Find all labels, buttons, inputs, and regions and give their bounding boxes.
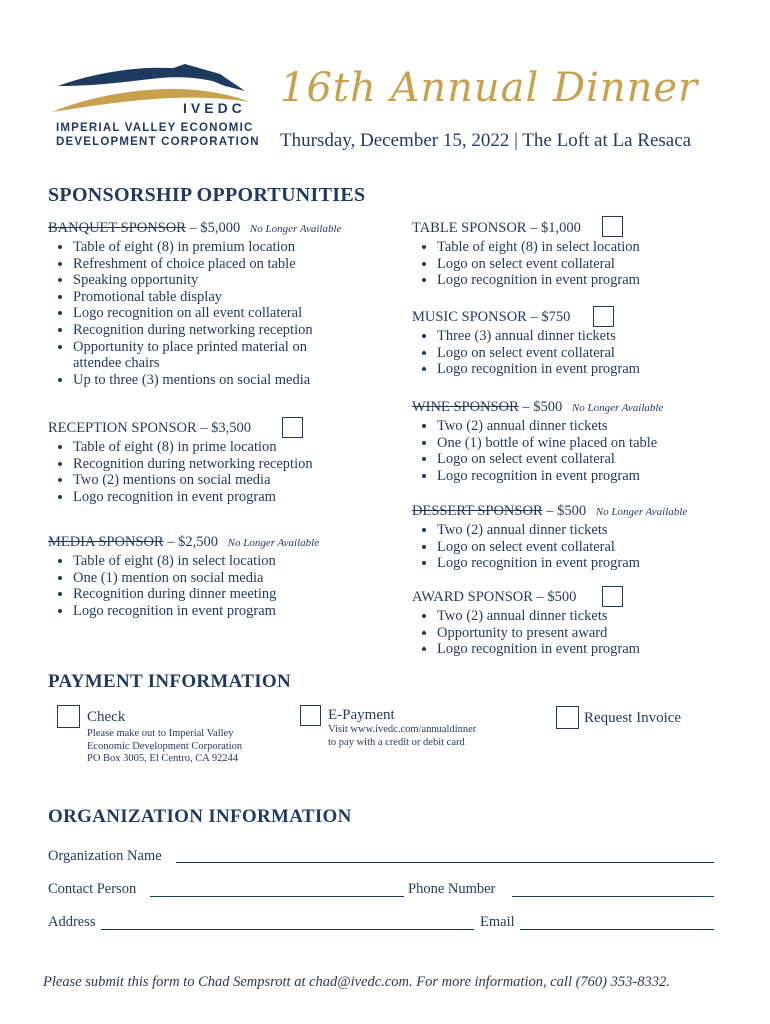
check-label: Check bbox=[87, 709, 126, 725]
list-item: • Logo on select event collateral bbox=[437, 539, 757, 556]
list-item: • Logo on select event collateral bbox=[437, 451, 752, 468]
list-item: • Two (2) mentions on social media bbox=[73, 472, 378, 489]
wine-price: – $500 bbox=[522, 399, 563, 415]
banquet-note: No Longer Available bbox=[249, 223, 342, 235]
music-checkbox[interactable] bbox=[593, 306, 614, 327]
check-line: PO Box 3005, El Centro, CA 92244 bbox=[87, 753, 239, 764]
contact-person-label: Contact Person bbox=[48, 881, 137, 897]
check-checkbox[interactable] bbox=[57, 705, 80, 728]
epayment-label: E-Payment bbox=[328, 707, 395, 723]
media-name: MEDIA SPONSOR bbox=[48, 534, 164, 550]
check-line: Please make out to Imperial Valley bbox=[87, 728, 234, 739]
music-price: – $750 bbox=[530, 309, 571, 325]
list-item: • Logo recognition in event program bbox=[73, 489, 378, 506]
list-item: • One (1) mention on social media bbox=[73, 570, 393, 587]
list-item: • Logo recognition in event program bbox=[437, 641, 742, 658]
address-field[interactable] bbox=[101, 929, 474, 930]
payment-heading: PAYMENT INFORMATION bbox=[48, 671, 292, 692]
reception-sponsor bbox=[48, 420, 378, 505]
table-sponsor bbox=[412, 220, 742, 289]
epayment-line: to pay with a credit or debit card bbox=[328, 736, 465, 748]
org-name-field[interactable] bbox=[176, 862, 714, 863]
dessert-note: No Longer Available bbox=[595, 506, 688, 518]
list-item: • Logo recognition in event program bbox=[437, 361, 742, 378]
org-name-line1: IMPERIAL VALLEY ECONOMIC bbox=[56, 122, 254, 134]
list-item: • Logo on select event collateral bbox=[437, 256, 742, 273]
list-item: • Two (2) annual dinner tickets bbox=[437, 418, 752, 435]
reception-price: – $3,500 bbox=[200, 420, 252, 436]
list-item: • One (1) bottle of wine placed on table bbox=[437, 435, 752, 452]
table-price: – $1,000 bbox=[530, 220, 581, 236]
wine-sponsor bbox=[412, 399, 752, 484]
list-item: • Two (2) annual dinner tickets bbox=[437, 522, 757, 539]
reception-checkbox[interactable] bbox=[282, 417, 303, 438]
reception-name: RECEPTION SPONSOR bbox=[48, 420, 197, 436]
music-name: MUSIC SPONSOR bbox=[412, 309, 527, 325]
list-item: • Logo on select event collateral bbox=[437, 345, 742, 362]
phone-number-label: Phone Number bbox=[408, 881, 496, 897]
media-note: No Longer Available bbox=[227, 537, 320, 549]
music-sponsor bbox=[412, 309, 742, 378]
address-label: Address bbox=[48, 914, 96, 930]
list-item: • Logo recognition in event program bbox=[73, 603, 393, 620]
wine-note: No Longer Available bbox=[571, 402, 664, 414]
table-checkbox[interactable] bbox=[602, 216, 623, 237]
event-subtitle: Thursday, December 15, 2022 | The Loft at La Resaca bbox=[280, 130, 692, 151]
award-sponsor bbox=[412, 589, 742, 658]
list-item: • Three (3) annual dinner tickets bbox=[437, 328, 742, 345]
list-item: • Recognition during networking reception bbox=[73, 456, 378, 473]
award-name: AWARD SPONSOR bbox=[412, 589, 533, 605]
wine-name: WINE SPONSOR bbox=[412, 399, 519, 415]
list-item: • Logo recognition in event program bbox=[437, 272, 742, 289]
check-line: Economic Development Corporation bbox=[87, 740, 243, 752]
list-item: • Promotional table display bbox=[73, 289, 393, 306]
sponsorship-heading: SPONSORSHIP OPPORTUNITIES bbox=[48, 184, 366, 206]
banquet-name: BANQUET SPONSOR bbox=[48, 220, 186, 236]
check-instructions bbox=[87, 728, 242, 766]
table-name: TABLE SPONSOR bbox=[412, 220, 527, 236]
email-field[interactable] bbox=[520, 929, 714, 930]
list-item: • Table of eight (8) in select location bbox=[437, 239, 742, 256]
phone-number-field[interactable] bbox=[512, 896, 714, 897]
list-item: • Table of eight (8) in premium location bbox=[73, 239, 393, 256]
list-item: • Speaking opportunity bbox=[73, 272, 393, 289]
organization-heading: ORGANIZATION INFORMATION bbox=[48, 806, 352, 827]
epayment-checkbox[interactable] bbox=[300, 705, 321, 726]
list-item: • Opportunity to present award bbox=[437, 625, 742, 642]
request-invoice-label: Request Invoice bbox=[584, 710, 682, 726]
award-price: – $500 bbox=[536, 589, 577, 605]
media-price: – $2,500 bbox=[167, 534, 218, 550]
epayment-instructions bbox=[328, 724, 476, 749]
event-title: 16th Annual Dinner bbox=[280, 65, 699, 111]
org-name-line2: DEVELOPMENT CORPORATION bbox=[56, 136, 260, 148]
list-item: • Recognition during networking reception bbox=[73, 322, 393, 339]
email-label: Email bbox=[480, 914, 515, 930]
list-item: • Table of eight (8) in prime location bbox=[73, 439, 378, 456]
award-checkbox[interactable] bbox=[602, 586, 623, 607]
list-item: • Up to three (3) mentions on social media bbox=[73, 372, 393, 389]
dessert-sponsor bbox=[412, 503, 757, 572]
logo-abbr: IVEDC bbox=[183, 100, 246, 116]
list-item: • Logo recognition on all event collateral bbox=[73, 305, 393, 322]
org-name-label: Organization Name bbox=[48, 848, 162, 864]
banquet-sponsor bbox=[48, 220, 393, 388]
footer-note: Please submit this form to Chad Sempsrott at chad@ivedc.com. For more information, call (760) 353-8332. bbox=[43, 974, 670, 990]
dessert-price: – $500 bbox=[546, 503, 587, 519]
list-item: • Table of eight (8) in select location bbox=[73, 553, 393, 570]
list-item: • Refreshment of choice placed on table bbox=[73, 256, 393, 273]
list-item: • Opportunity to place printed material on attendee chairs bbox=[73, 339, 343, 372]
dessert-name: DESSERT SPONSOR bbox=[412, 503, 543, 519]
list-item: • Recognition during dinner meeting bbox=[73, 586, 393, 603]
list-item: • Logo recognition in event program bbox=[437, 555, 757, 572]
request-invoice-checkbox[interactable] bbox=[556, 706, 579, 729]
list-item: • Logo recognition in event program bbox=[437, 468, 752, 485]
epayment-line: Visit www.ivedc.com/annualdinner bbox=[328, 724, 477, 735]
contact-person-field[interactable] bbox=[150, 896, 404, 897]
list-item: • Two (2) annual dinner tickets bbox=[437, 608, 742, 625]
banquet-price: – $5,000 bbox=[189, 220, 241, 236]
media-sponsor bbox=[48, 534, 393, 619]
